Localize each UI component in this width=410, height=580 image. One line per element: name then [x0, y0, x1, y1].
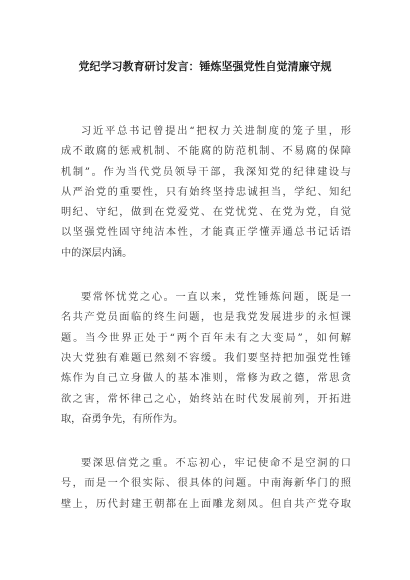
- document-title: 党纪学习教育研讨发言：锤炼坚强党性自觉清廉守规: [78, 60, 332, 73]
- paragraph-line: 壁上，历代封建王朝都在上面雕龙刻凤。但自共产党夺取: [61, 498, 351, 510]
- paragraph-line: 要深思信党之重。不忘初心，牢记使命不是空洞的口: [81, 458, 351, 470]
- paragraph-line: 名共产党员面临的终生问题，也是我党发展进步的永恒课: [61, 312, 351, 324]
- paragraph-line: 中的深层内涵。: [61, 247, 133, 259]
- paragraph-3: [61, 454, 351, 515]
- document-body: [61, 122, 351, 539]
- paragraph-line: 号，而是一个很实际、很具体的问题。中南海新华门的照: [61, 478, 351, 490]
- paragraph-line: 决大党独有难题已然刻不容缓。我们要坚持把加强党性锤: [61, 352, 351, 364]
- paragraph-line: 题。当今世界正处于“两个百年未有之大变局”，如何解: [61, 332, 351, 344]
- paragraph-line: 明纪、守纪，做到在党爱党、在党忧党、在党为党，自觉: [61, 207, 351, 219]
- paragraph-line: 要常怀忧党之心。一直以来，党性锤炼问题，既是一: [81, 292, 351, 304]
- paragraph-line: 以坚强党性固守纯洁本性，才能真正学懂弄通总书记话语: [61, 227, 351, 239]
- paragraph-2: [61, 288, 351, 430]
- paragraph-line: 炼作为自己立身做人的基本准则，常修为政之德，常思贪: [61, 373, 351, 385]
- paragraph-line: 机制”。作为当代党员领导干部，我深知党的纪律建设与: [61, 166, 351, 178]
- paragraph-line: 习近平总书记曾提出“把权力关进制度的笼子里，形: [81, 126, 351, 137]
- paragraph-line: 欲之害，常怀律己之心，始终站在时代发展前列，开拓进: [61, 393, 351, 405]
- paragraph-line: 成不敢腐的惩戒机制、不能腐的防范机制、不易腐的保障: [61, 146, 351, 158]
- paragraph-line: 从严治党的重要性，只有始终坚持忠诚担当，学纪、知纪: [61, 186, 351, 198]
- paragraph-line: 取，奋勇争先，有所作为。: [61, 413, 184, 425]
- paragraph-1: [61, 122, 351, 264]
